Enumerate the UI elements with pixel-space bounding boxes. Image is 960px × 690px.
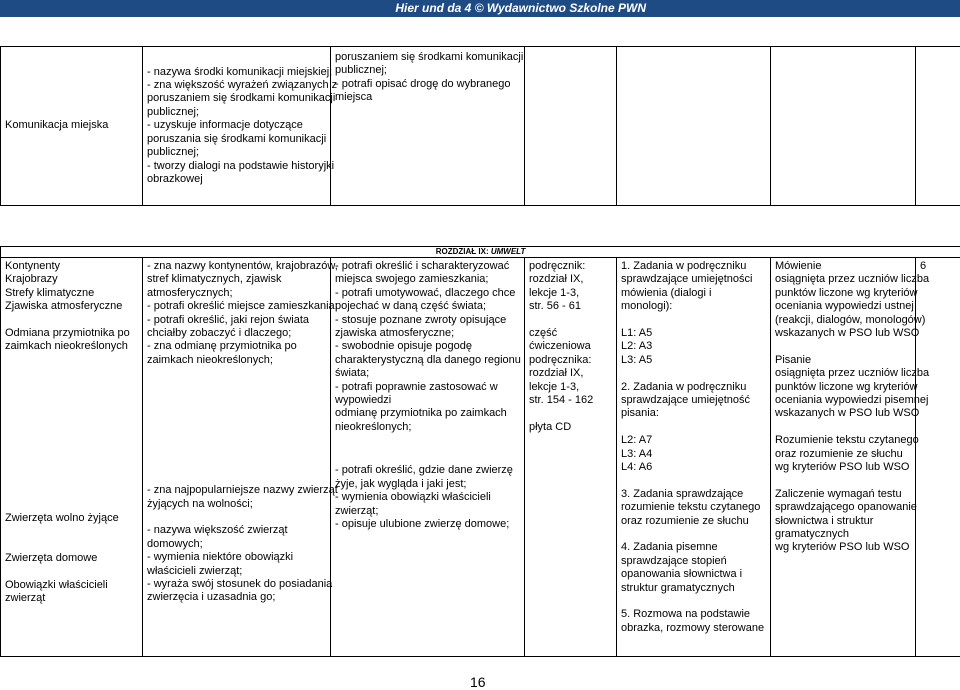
text-line: 1. Zadania w podręczniku [621, 260, 766, 273]
text-line: oraz rozumienie ze słuchu [621, 515, 766, 528]
text-line [5, 565, 138, 578]
text-line: podręcznik: [529, 260, 612, 273]
text-line: - uzyskuje informacje dotyczące [147, 119, 326, 132]
text-line: - zna najpopularniejsze nazwy zwierząt [147, 484, 326, 497]
text-line: - wyraża swój stosunek do posiadania [147, 578, 326, 591]
hours-cell [916, 47, 960, 206]
text-line [621, 474, 766, 487]
text-line: - wymienia niektóre obowiązki [147, 551, 326, 564]
text-line: nieokreślonych; [335, 421, 520, 434]
extended-requirements-cell [331, 47, 525, 206]
text-line: żyje, jak wygląda i jaki jest; [335, 478, 520, 491]
text-line [5, 539, 138, 552]
text-line: L2: A3 [621, 340, 766, 353]
text-line: lekcje 1-3, [529, 381, 612, 394]
text-line: 5. Rozmowa na podstawie [621, 608, 766, 621]
text-line: - nazywa środki komunikacji miejskiej; [147, 66, 326, 79]
text-line [621, 595, 766, 608]
text-line: stref klimatycznych, zjawisk [147, 273, 326, 286]
text-line: L2: A7 [621, 434, 766, 447]
text-line [5, 314, 138, 327]
text-line: - potrafi określić miejsce zamieszkania; [147, 300, 326, 313]
text-line: 4. Zadania pisemne [621, 541, 766, 554]
text-line: - potrafi opisać drogę do wybranego [335, 78, 520, 91]
text-line: - potrafi określić, gdzie dane zwierzę [335, 464, 520, 477]
text-line: oraz rozumienie ze słuchu [775, 448, 911, 461]
text-line: Rozumienie tekstu czytanego [775, 434, 911, 447]
text-line: atmosferycznych; [147, 287, 326, 300]
text-line: - tworzy dialogi na podstawie historyjki [147, 160, 326, 173]
text-line: - zna odmianę przymiotnika po [147, 340, 326, 353]
text-line [775, 421, 911, 434]
text-line: świata; [335, 367, 520, 380]
text-line: L3: A5 [621, 354, 766, 367]
text-line: wskazanych w PSO lub WSO [775, 327, 911, 340]
text-line: L4: A6 [621, 461, 766, 474]
text-line: gramatycznych [775, 528, 911, 541]
text-line: żyjących na wolności; [147, 498, 326, 511]
text-line: oceniania wypowiedzi pisemnej [775, 394, 911, 407]
text-line: Strefy klimatyczne [5, 287, 138, 300]
text-line: miejsca swojego zamieszkania; [335, 273, 520, 286]
text-line: 3. Zadania sprawdzające [621, 488, 766, 501]
text-line: Pisanie [775, 354, 911, 367]
text-line: Zwierzęta wolno żyjące [5, 512, 138, 525]
page-number: 16 [470, 674, 486, 690]
text-line: str. 56 - 61 [529, 300, 612, 313]
text-line: str. 154 - 162 [529, 394, 612, 407]
text-line [147, 511, 326, 524]
text-line: - potrafi umotywować, dlaczego chce [335, 287, 520, 300]
text-line: podręcznika: [529, 354, 612, 367]
text-line [529, 314, 612, 327]
extended-requirements-cell [331, 258, 525, 657]
text-line: zwierząt [5, 592, 138, 605]
text-line: Zjawiska atmosferyczne [5, 300, 138, 313]
text-line: publicznej; [147, 106, 326, 119]
text-line: - potrafi określić i scharakteryzować [335, 260, 520, 273]
text-line: opanowania słownictwa i [621, 568, 766, 581]
text-line [621, 528, 766, 541]
text-line: - potrafi poprawnie zastosować w [335, 381, 520, 394]
text-line: zaimkach nieokreślonych [5, 340, 138, 353]
assessment-tasks-cell [617, 47, 771, 206]
text-line: zwierząt; [335, 505, 520, 518]
text-line [775, 474, 911, 487]
text-line: sprawdzające umiejętności [621, 273, 766, 286]
text-line: odmianę przymiotnika po zaimkach [335, 407, 520, 420]
text-line: mówienia (dialogi i [621, 287, 766, 300]
text-line: część [529, 327, 612, 340]
text-line: sprawdzające umiejętność [621, 394, 766, 407]
text-line: rozumienie tekstu czytanego [621, 501, 766, 514]
topics-cell [1, 258, 143, 657]
text-line: Zaliczenie wymagań testu [775, 488, 911, 501]
text-line: oceniania wypowiedzi ustnej [775, 300, 911, 313]
assessment-criteria-cell [771, 258, 916, 657]
text-line: wskazanych w PSO lub WSO [775, 407, 911, 420]
text-line [5, 525, 138, 538]
text-line: właścicieli zwierząt; [147, 565, 326, 578]
text-line [529, 407, 612, 420]
text-line: 2. Zadania w podręczniku [621, 381, 766, 394]
text-line: domowych; [147, 538, 326, 551]
text-line: punktów liczone wg kryteriów [775, 381, 911, 394]
hours-cell: 6 [916, 258, 960, 657]
text-line: (reakcji, dialogów, monologów) [775, 314, 911, 327]
text-line: osiągnięta przez uczniów liczba [775, 273, 911, 286]
text-line [621, 367, 766, 380]
text-line: publicznej; [147, 146, 326, 159]
document-header: Hier und da 4 © Wydawnictwo Szkolne PWN [0, 0, 960, 17]
text-line: Obowiązki właścicieli [5, 579, 138, 592]
text-line: pisania: [621, 407, 766, 420]
text-line: zwierzęcia i uzasadnia go; [147, 591, 326, 604]
text-line: charakterystyczną dla danego regionu [335, 354, 520, 367]
text-line: struktur gramatycznych [621, 582, 766, 595]
text-line [775, 340, 911, 353]
materials-cell [525, 258, 617, 657]
text-line [621, 421, 766, 434]
curriculum-table-top [0, 46, 960, 206]
text-line: Mówienie [775, 260, 911, 273]
text-line: poruszania się środkami komunikacji [147, 133, 326, 146]
text-line: ćwiczeniowa [529, 340, 612, 353]
text-line: - nazywa większość zwierząt [147, 524, 326, 537]
text-line: - wymienia obowiązki właścicieli [335, 491, 520, 504]
text-line: rozdział IX, [529, 273, 612, 286]
text-line: - swobodnie opisuje pogodę [335, 340, 520, 353]
text-line: sprawdzające stopień [621, 555, 766, 568]
text-line: punktów liczone wg kryteriów [775, 287, 911, 300]
assessment-tasks-cell [617, 258, 771, 657]
topic-cell [1, 47, 143, 206]
text-line: poruszaniem się środkami komunikacji [335, 51, 520, 64]
text-line: obrazka, rozmowy sterowane [621, 622, 766, 635]
text-line: L1: A5 [621, 327, 766, 340]
text-line: publicznej; [335, 64, 520, 77]
text-line: obrazkowej [147, 173, 326, 186]
text-line: wg kryteriów PSO lub WSO [775, 541, 911, 554]
text-line: Komunikacja miejska [5, 119, 138, 132]
basic-requirements-cell [143, 258, 331, 657]
text-line: - zna nazwy kontynentów, krajobrazów, [147, 260, 326, 273]
curriculum-table-chapter-9 [0, 246, 960, 657]
text-line: słownictwa i struktur [775, 515, 911, 528]
text-line: - zna większość wyrażeń związanych z [147, 79, 326, 92]
text-line: miejsca [335, 91, 520, 104]
text-line: zaimkach nieokreślonych; [147, 354, 326, 367]
text-line: Krajobrazy [5, 273, 138, 286]
text-line: poruszaniem się środkami komunikacji [147, 92, 326, 105]
text-line: Odmiana przymiotnika po [5, 327, 138, 340]
chapter-heading: ROZDZIAŁ IX: UMWELT [1, 247, 960, 258]
text-line: wg kryteriów PSO lub WSO [775, 461, 911, 474]
text-line: - stosuje poznane zwroty opisujące [335, 314, 520, 327]
text-line: lekcje 1-3, [529, 287, 612, 300]
text-line: pojechać w daną część świata; [335, 300, 520, 313]
text-line [621, 314, 766, 327]
text-line: wypowiedzi [335, 394, 520, 407]
materials-cell [525, 47, 617, 206]
text-line: osiągnięta przez uczniów liczba [775, 367, 911, 380]
text-line: L3: A4 [621, 448, 766, 461]
assessment-criteria-cell [771, 47, 916, 206]
basic-requirements-cell [143, 47, 331, 206]
text-line: chciałby zobaczyć i dlaczego; [147, 327, 326, 340]
text-line: płyta CD [529, 421, 612, 434]
text-line: - opisuje ulubione zwierzę domowe; [335, 518, 520, 531]
text-line: zjawiska atmosferyczne; [335, 327, 520, 340]
text-line: - potrafi określić, jaki rejon świata [147, 314, 326, 327]
text-line: rozdział IX, [529, 367, 612, 380]
text-line: Kontynenty [5, 260, 138, 273]
text-line: Zwierzęta domowe [5, 552, 138, 565]
text-line: monologi): [621, 300, 766, 313]
text-line: sprawdzającego opanowanie [775, 501, 911, 514]
